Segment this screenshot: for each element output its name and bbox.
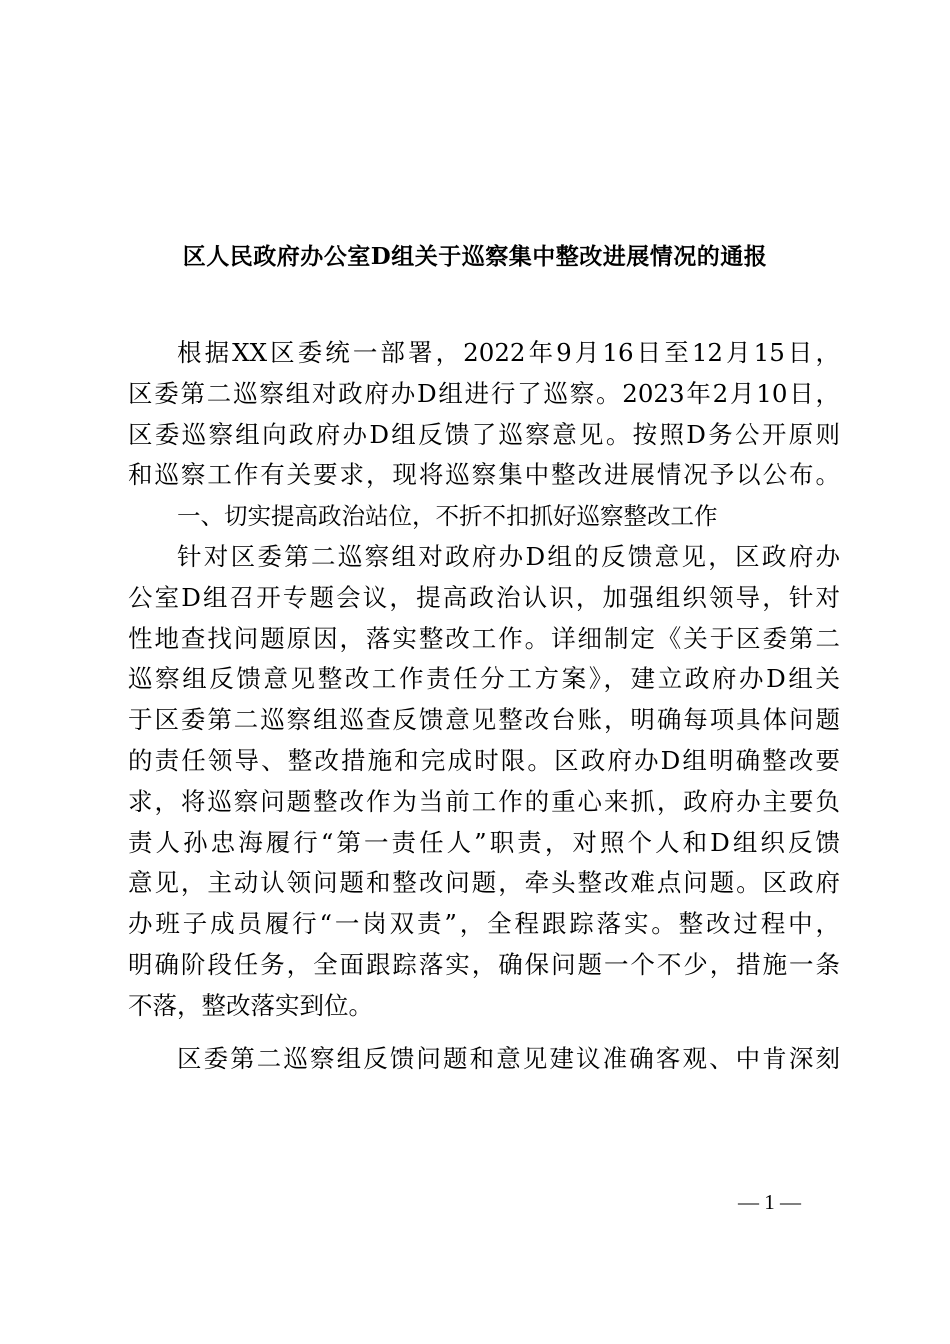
text-line: 和巡察工作有关要求，现将巡察集中整改进展情况予以公布。 xyxy=(128,460,840,490)
document-body xyxy=(128,333,840,1079)
text-line: 于区委第二巡察组巡查反馈意见整改台账，明确每项具体问题 xyxy=(128,705,840,735)
text-line: 明确阶段任务，全面跟踪落实，确保问题一个不少，措施一条 xyxy=(128,949,840,979)
text-line: 根据XX区委统一部署，2022年9月16日至12月15日， xyxy=(177,338,840,367)
text-line: 不落，整改落实到位。 xyxy=(128,990,373,1020)
section-heading xyxy=(128,496,840,537)
text-line: 区委巡察组向政府办D组反馈了巡察意见。按照D务公开原则 xyxy=(128,419,840,449)
document-title: 区人民政府办公室D组关于巡察集中整改进展情况的通报 xyxy=(182,243,768,270)
heading-text: 一、切实提高政治站位，不折不扣抓好巡察整改工作 xyxy=(177,502,718,531)
text-line: 巡察组反馈意见整改工作责任分工方案》，建立政府办D组关 xyxy=(128,664,840,694)
text-line: 性地查找问题原因，落实整改工作。详细制定《关于区委第二 xyxy=(128,623,840,653)
text-line: 的责任领导、整改措施和完成时限。区政府办D组明确整改要 xyxy=(128,745,840,775)
text-line: 责人孙忠海履行“第一责任人”职责，对照个人和D组织反馈 xyxy=(128,827,840,857)
text-line: 意见，主动认领问题和整改问题，牵头整改难点问题。区政府 xyxy=(128,868,840,898)
text-line: 办班子成员履行“一岗双责”，全程跟踪落实。整改过程中， xyxy=(128,909,840,939)
paragraph xyxy=(128,537,840,1027)
page-number: — 1 — xyxy=(738,1190,801,1214)
paragraph xyxy=(128,333,840,496)
text-line: 区委第二巡察组对政府办D组进行了巡察。2023年2月10日， xyxy=(128,378,840,408)
paragraph xyxy=(128,1039,840,1080)
text-line: 公室D组召开专题会议，提高政治认识，加强组织领导，针对 xyxy=(128,582,840,612)
text-line: 求，将巡察问题整改作为当前工作的重心来抓，政府办主要负 xyxy=(128,786,840,816)
text-line: 针对区委第二巡察组对政府办D组的反馈意见，区政府办 xyxy=(177,541,840,571)
text-line: 区委第二巡察组反馈问题和意见建议准确客观、中肯深刻 xyxy=(177,1043,840,1073)
